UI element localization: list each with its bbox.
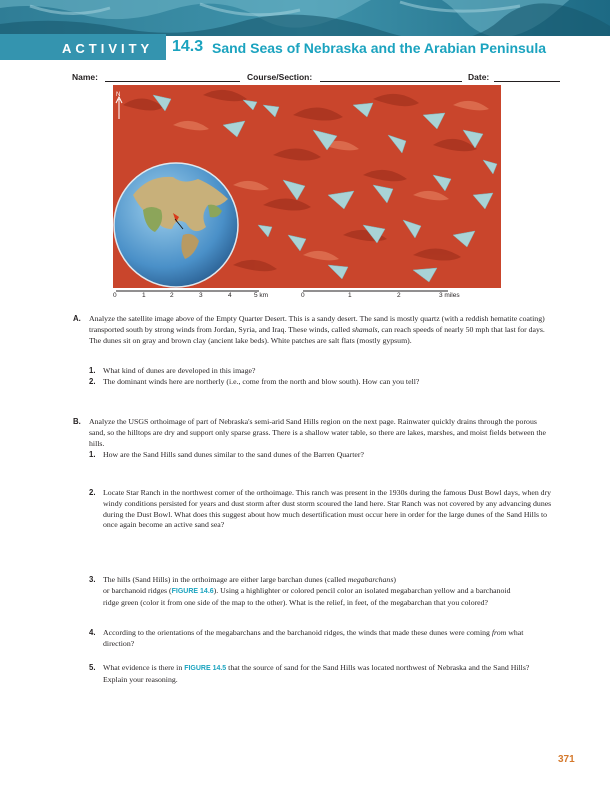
section-b-question-2: Locate Star Ranch in the northwest corner of the orthoimage. This ranch was present in the 1930s during the famous Dust Bowl days, when dry windy conditions persisted for years and dust storm after dust storm scoured the land here. Star Ranch was not covered by any advancing dunes during the Dust Bowl. What does this suggest about how much desertification must occur here in order for the large dunes of the Sand Hills to once again become an active sand sea? — [103, 488, 552, 530]
date-field[interactable] — [494, 81, 560, 82]
figure-reference: FIGURE 14.5 — [184, 665, 227, 672]
km-tick: 0 — [113, 292, 117, 299]
globe-inset-icon — [114, 163, 238, 287]
km-tick: 5 km — [254, 292, 269, 299]
north-label: N — [116, 92, 121, 98]
section-a-intro: Analyze the satellite image above of the Empty Quarter Desert. This is a sandy desert. The sand is mostly quartz (with a reddish hematite coating) transported south by strong winds from Jordan, Syria, and Iraq. These winds, called shamals, can reach speeds of nearly 50 mph that last for days. The dunes sit on gray and brown clay (ancient lake beds). White patches are salt flats (mostly gypsum). — [89, 314, 545, 345]
page-title: Sand Seas of Nebraska and the Arabian Peninsula — [212, 40, 547, 56]
name-label: Name: — [72, 72, 98, 82]
km-tick: 1 — [142, 292, 146, 299]
question-number: 1. — [89, 366, 96, 375]
section-b-intro: Analyze the USGS orthoimage of part of Nebraska's semi-arid Sand Hills region on the next page. Rainwater quickly drains through the porous sand, so the hilltops are dry and support only sparse grass. There is a shallow water table, so there are lakes, marshes, and moist fields between the hills. — [89, 417, 546, 448]
question-number: 1. — [89, 450, 96, 459]
mile-tick: 1 — [348, 292, 352, 299]
section-a-label: A. — [73, 314, 81, 323]
course-label: Course/Section: — [247, 72, 313, 82]
question-number: 2. — [89, 377, 96, 386]
section-b-question-3: The hills (Sand Hills) in the orthoimage are either large barchan dunes (called megabarchans) or barchanoid ridges (FIGURE 14.6). Using a highlighter or colored pencil color an isolated megabarchan yellow and a barchanoid ridge green (color it from one side of the map to the other). What is the relief, in feet, of the megabarchan that you colored? — [103, 575, 511, 607]
activity-banner — [0, 0, 610, 62]
course-field[interactable] — [320, 81, 462, 82]
activity-number: 14.3 — [172, 38, 204, 55]
section-b-question-5: What evidence is there in FIGURE 14.5 that the source of sand for the Sand Hills was located northwest of Nebraska and the Sand Hills? Explain your reasoning. — [103, 663, 530, 684]
figure-reference: FIGURE 14.6 — [171, 587, 214, 595]
question-number: 3. — [89, 575, 96, 584]
name-field[interactable] — [105, 81, 240, 82]
activity-label: ACTIVITY — [62, 41, 154, 56]
section-b-question-4: According to the orientations of the megabarchans and the barchanoid ridges, the winds that made these dunes were coming from what direction? — [103, 628, 524, 648]
mile-tick: 0 — [301, 292, 305, 299]
scale-bar — [113, 290, 501, 304]
question-number: 2. — [89, 488, 96, 497]
section-a-question-2: The dominant winds here are northerly (i.e., come from the north and blow south). How can you tell? — [103, 377, 420, 386]
question-number: 5. — [89, 663, 96, 672]
mile-tick: 3 miles — [439, 292, 460, 299]
question-number: 4. — [89, 628, 96, 637]
mile-tick: 2 — [397, 292, 401, 299]
page-number: 371 — [558, 754, 575, 765]
km-tick: 3 — [199, 292, 203, 299]
date-label: Date: — [468, 72, 490, 82]
section-a-question-1: What kind of dunes are developed in this image? — [103, 366, 256, 375]
km-tick: 4 — [228, 292, 232, 299]
km-tick: 2 — [170, 292, 174, 299]
section-b-label: B. — [73, 417, 81, 426]
satellite-image — [113, 85, 501, 288]
section-b-question-1: How are the Sand Hills sand dunes similar to the sand dunes of the Barren Quarter? — [103, 450, 364, 459]
